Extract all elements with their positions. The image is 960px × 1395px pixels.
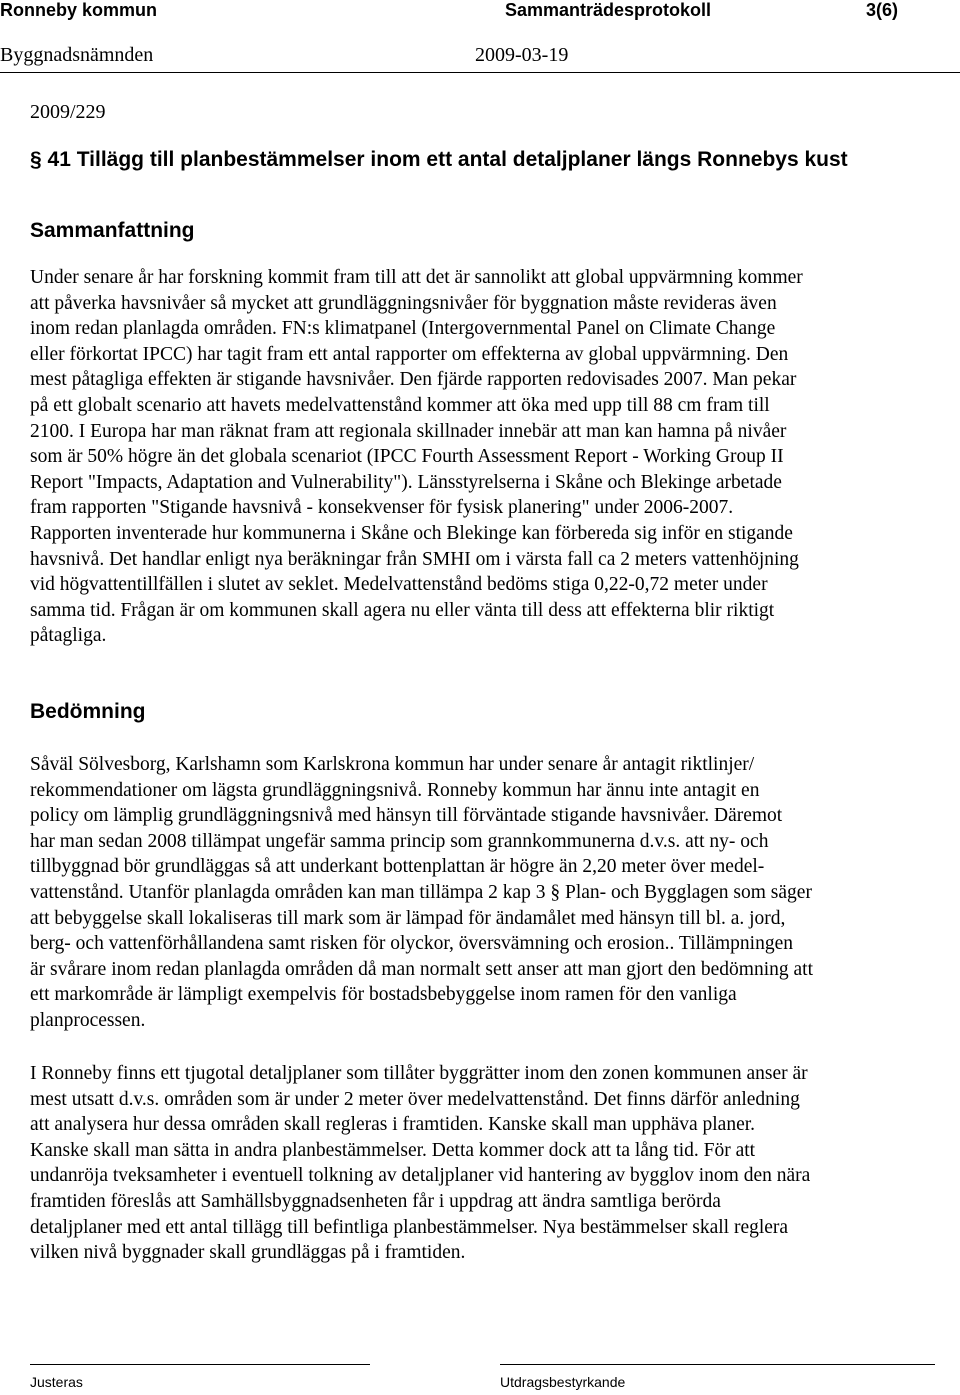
assessment-line: ett markområde är lämpligt exempelvis för bostadsbebyggelse inom ramen för den vanliga [30,984,737,1006]
assessment-line: detaljplaner med ett antal tillägg till befintliga planbestämmelser. Nya bestämmelser skall reglera [30,1216,789,1238]
assessment-heading: Bedömning [30,700,146,723]
summary-line: 2100. I Europa har man räknat fram att regionala skillnader innebär att man kan hamna på nivåer [30,420,787,442]
assessment-line: tillbyggnad bör grundläggas så att underkant bottenplattan är högre än 2,20 meter över medel- [30,856,765,878]
summary-line: samma tid. Frågan är om kommunen skall agera nu eller vänta till dess att effekterna blir riktigt [30,599,775,621]
assessment-line: planprocessen. [30,1009,146,1031]
summary-line: Rapporten inventerade hur kommunerna i Skåne och Blekinge kan förbereda sig inför en stigande [30,522,793,544]
summary-line: på ett globalt scenario att havets medelvattenstånd kommer att öka med upp till 88 cm fram till [30,394,770,416]
assessment-line: mest utsatt d.v.s. områden som är under 2 meter över medelvattenstånd. Det finns därför anledning [30,1088,800,1110]
summary-body [30,265,950,649]
summary-line: påtagliga. [30,625,107,647]
section-title: § 41 Tillägg till planbestämmelser inom ett antal detaljplaner längs Ronnebys kust [30,148,848,171]
page-number: 3(6) [866,0,899,20]
utdrag-rule [500,1364,935,1365]
org-name: Ronneby kommun [0,0,158,20]
header-rule [0,72,960,73]
assessment-line: att analysera hur dessa områden skall regleras i framtiden. Kanske skall man upphäva planer. [30,1114,756,1136]
justeras-label: Justeras [30,1374,83,1390]
assessment-line: berg- och vattenförhållandena samt risken för olyckor, översvämning och erosion.. Tillämpningen [30,933,793,955]
assessment-paragraph-2 [30,1061,950,1266]
assessment-line: vattenstånd. Utanför planlagda områden kan man tillämpa 2 kap 3 § Plan- och Bygglagen som säger [30,881,812,903]
assessment-line: vilken nivå byggnader skall grundläggas på i framtiden. [30,1242,466,1264]
summary-line: eller förkortat IPCC) har tagit fram ett antal rapporter om effekterna av global uppvärmning. Den [30,343,789,365]
assessment-line: I Ronneby finns ett tjugotal detaljplaner som tillåter byggrätter inom den zonen kommunen anser är [30,1063,808,1084]
assessment-line: Kanske skall man sätta in andra planbestämmelser. Detta kommer dock att ta lång tid. För att [30,1139,756,1161]
justeras-rule [30,1364,370,1365]
utdrag-label: Utdragsbestyrkande [500,1374,626,1390]
summary-line: Report "Impacts, Adaptation and Vulnerability"). Länsstyrelserna i Skåne och Blekinge arbetade [30,471,782,493]
summary-line: som är 50% högre än det globala scenariot (IPCC Fourth Assessment Report - Working Group II [30,446,784,468]
assessment-line: policy om lämplig grundläggningsnivå med hänsyn till förväntade stigande havsnivåer. Däremot [30,805,783,827]
assessment-line: rekommendationer om lägsta grundläggningsnivå. Ronneby kommun har ännu inte antagit en [30,779,760,801]
assessment-line: att bebyggelse skall lokaliseras till mark som är lämpad för ändamålet med hänsyn till bl. a. jord, [30,907,786,929]
assessment-line: framtiden föreslås att Samhällsbyggnadsenheten får i uppdrag att ändra samtliga berörda [30,1190,721,1212]
assessment-line: undanröja tveksamheter i eventuell tolkning av detaljplaner vid hantering av bygglov inom den nära [30,1165,811,1187]
assessment-line: är svårare inom redan planlagda områden då man normalt sett anser att man gjort den bedömning att [30,958,813,980]
assessment-paragraph-1 [30,752,950,1034]
summary-line: att påverka havsnivåer så mycket att grundläggningsnivåer för byggnation måste revideras även [30,292,777,314]
summary-line: Under senare år har forskning kommit fram till att det är sannolikt att global uppvärmning kommer [30,267,803,288]
summary-line: mest påtagliga effekten är stigande havsnivåer. Den fjärde rapporten redovisades 2007. Man pekar [30,369,797,391]
summary-line: vid högvattentillfällen i slutet av seklet. Medelvattenstånd bedöms stiga 0,22-0,72 meter under [30,574,768,596]
committee-name: Byggnadsnämnden [0,44,154,66]
summary-line: fram rapporten "Stigande havsnivå - konsekvenser för fysisk planering" under 2006-2007. [30,497,734,519]
case-number: 2009/229 [30,101,106,123]
summary-heading: Sammanfattning [30,219,195,242]
assessment-line: har man sedan 2008 tillämpat ungefär samma princip som grannkommunerna d.v.s. att ny- och [30,830,769,852]
summary-line: havsnivå. Det handlar enligt nya beräkningar från SMHI om i värsta fall ca 2 meters vattenhöjning [30,548,799,570]
assessment-line: Såväl Sölvesborg, Karlshamn som Karlskrona kommun har under senare år antagit riktlinjer/ [30,754,755,775]
meeting-date: 2009-03-19 [475,44,569,66]
summary-line: inom redan planlagda områden. FN:s klimatpanel (Intergovernmental Panel on Climate Change [30,318,776,340]
document-type: Sammanträdesprotokoll [505,0,712,20]
